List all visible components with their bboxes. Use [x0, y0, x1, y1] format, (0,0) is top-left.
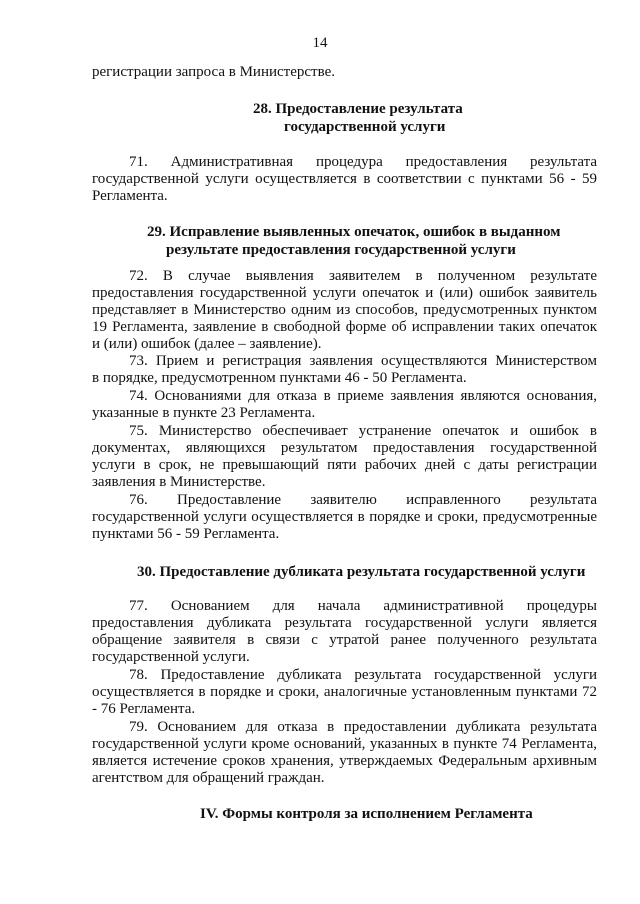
paragraph-77-line1: 77. Основанием для начала административной процедуры: [129, 598, 597, 614]
paragraph-77-line3: обращение заявителя в связи с утратой ранее полученного результата: [92, 632, 597, 648]
paragraph-71-line2: государственной услуги осуществляется в соответствии с пунктами 56 - 59: [92, 171, 597, 187]
section-28-heading-line2: государственной услуги: [284, 119, 446, 135]
paragraph-75-line1: 75. Министерство обеспечивает устранение опечаток и ошибок в: [129, 423, 597, 439]
paragraph-79-line4: агентством для обращений граждан.: [92, 770, 325, 786]
paragraph-78-line3: - 76 Регламента.: [92, 701, 196, 717]
paragraph-76-line3: пунктами 56 - 59 Регламента.: [92, 526, 280, 542]
paragraph-78-line2: осуществляется в порядке и сроки, аналогичные установленным пунктами 72: [92, 684, 597, 700]
paragraph-79-line2: государственной услуги кроме оснований, указанных в пункте 74 Регламента,: [92, 736, 597, 752]
paragraph-76-line1: 76. Предоставление заявителю исправленного результата: [129, 492, 597, 508]
paragraph-75-line4: заявления в Министерстве.: [92, 474, 266, 490]
paragraph-76-line2: государственной услуги осуществляется в порядке и сроки, предусмотренные: [92, 509, 597, 525]
paragraph-72-line1: 72. В случае выявления заявителем в полученном результате: [129, 268, 597, 284]
paragraph-71-line1: 71. Административная процедура предоставления результата: [129, 154, 597, 170]
paragraph-74-line1: 74. Основаниями для отказа в приеме заявления являются основания,: [129, 388, 597, 404]
paragraph-72-line3: представляет в Министерство одним из способов, предусмотренных пунктом: [92, 302, 597, 318]
paragraph-73-line1: 73. Прием и регистрация заявления осуществляются Министерством: [129, 353, 597, 369]
paragraph-74-line2: указанные в пункте 23 Регламента.: [92, 405, 316, 421]
paragraph-72-line2: предоставления государственной услуги опечаток и (или) ошибок заявитель: [92, 285, 597, 301]
paragraph-72-line4: 19 Регламента, заявление в свободной форме об исправлении таких опечаток: [92, 319, 597, 335]
section-iv-heading: IV. Формы контроля за исполнением Регламента: [200, 806, 533, 822]
paragraph-71-line3: Регламента.: [92, 188, 168, 204]
paragraph-79-line3: является истечение сроков хранения, утверждаемых Федеральным архивным: [92, 753, 597, 769]
paragraph-77-line4: государственной услуги.: [92, 649, 250, 665]
section-29-heading-line2: результате предоставления государственной услуги: [166, 242, 516, 258]
paragraph-75-line3: услуги в срок, не превышающий пяти рабочих дней с даты регистрации: [92, 457, 597, 473]
paragraph-77-line2: предоставления дубликата результата государственной услуги является: [92, 615, 597, 631]
continuation-text: регистрации запроса в Министерстве.: [92, 64, 335, 80]
section-28-heading-line1: 28. Предоставление результата: [253, 101, 463, 117]
page-number: 14: [312, 35, 328, 51]
paragraph-79-line1: 79. Основанием для отказа в предоставлении дубликата результата: [129, 719, 597, 735]
section-30-heading: 30. Предоставление дубликата результата государственной услуги: [137, 564, 586, 580]
paragraph-75-line2: документах, являющихся результатом предоставления государственной: [92, 440, 597, 456]
paragraph-72-line5: и (или) ошибок (далее – заявление).: [92, 336, 322, 352]
paragraph-73-line2: в порядке, предусмотренном пунктами 46 - 50 Регламента.: [92, 370, 467, 386]
section-29-heading-line1: 29. Исправление выявленных опечаток, ошибок в выданном: [147, 224, 561, 240]
paragraph-78-line1: 78. Предоставление дубликата результата государственной услуги: [129, 667, 597, 683]
